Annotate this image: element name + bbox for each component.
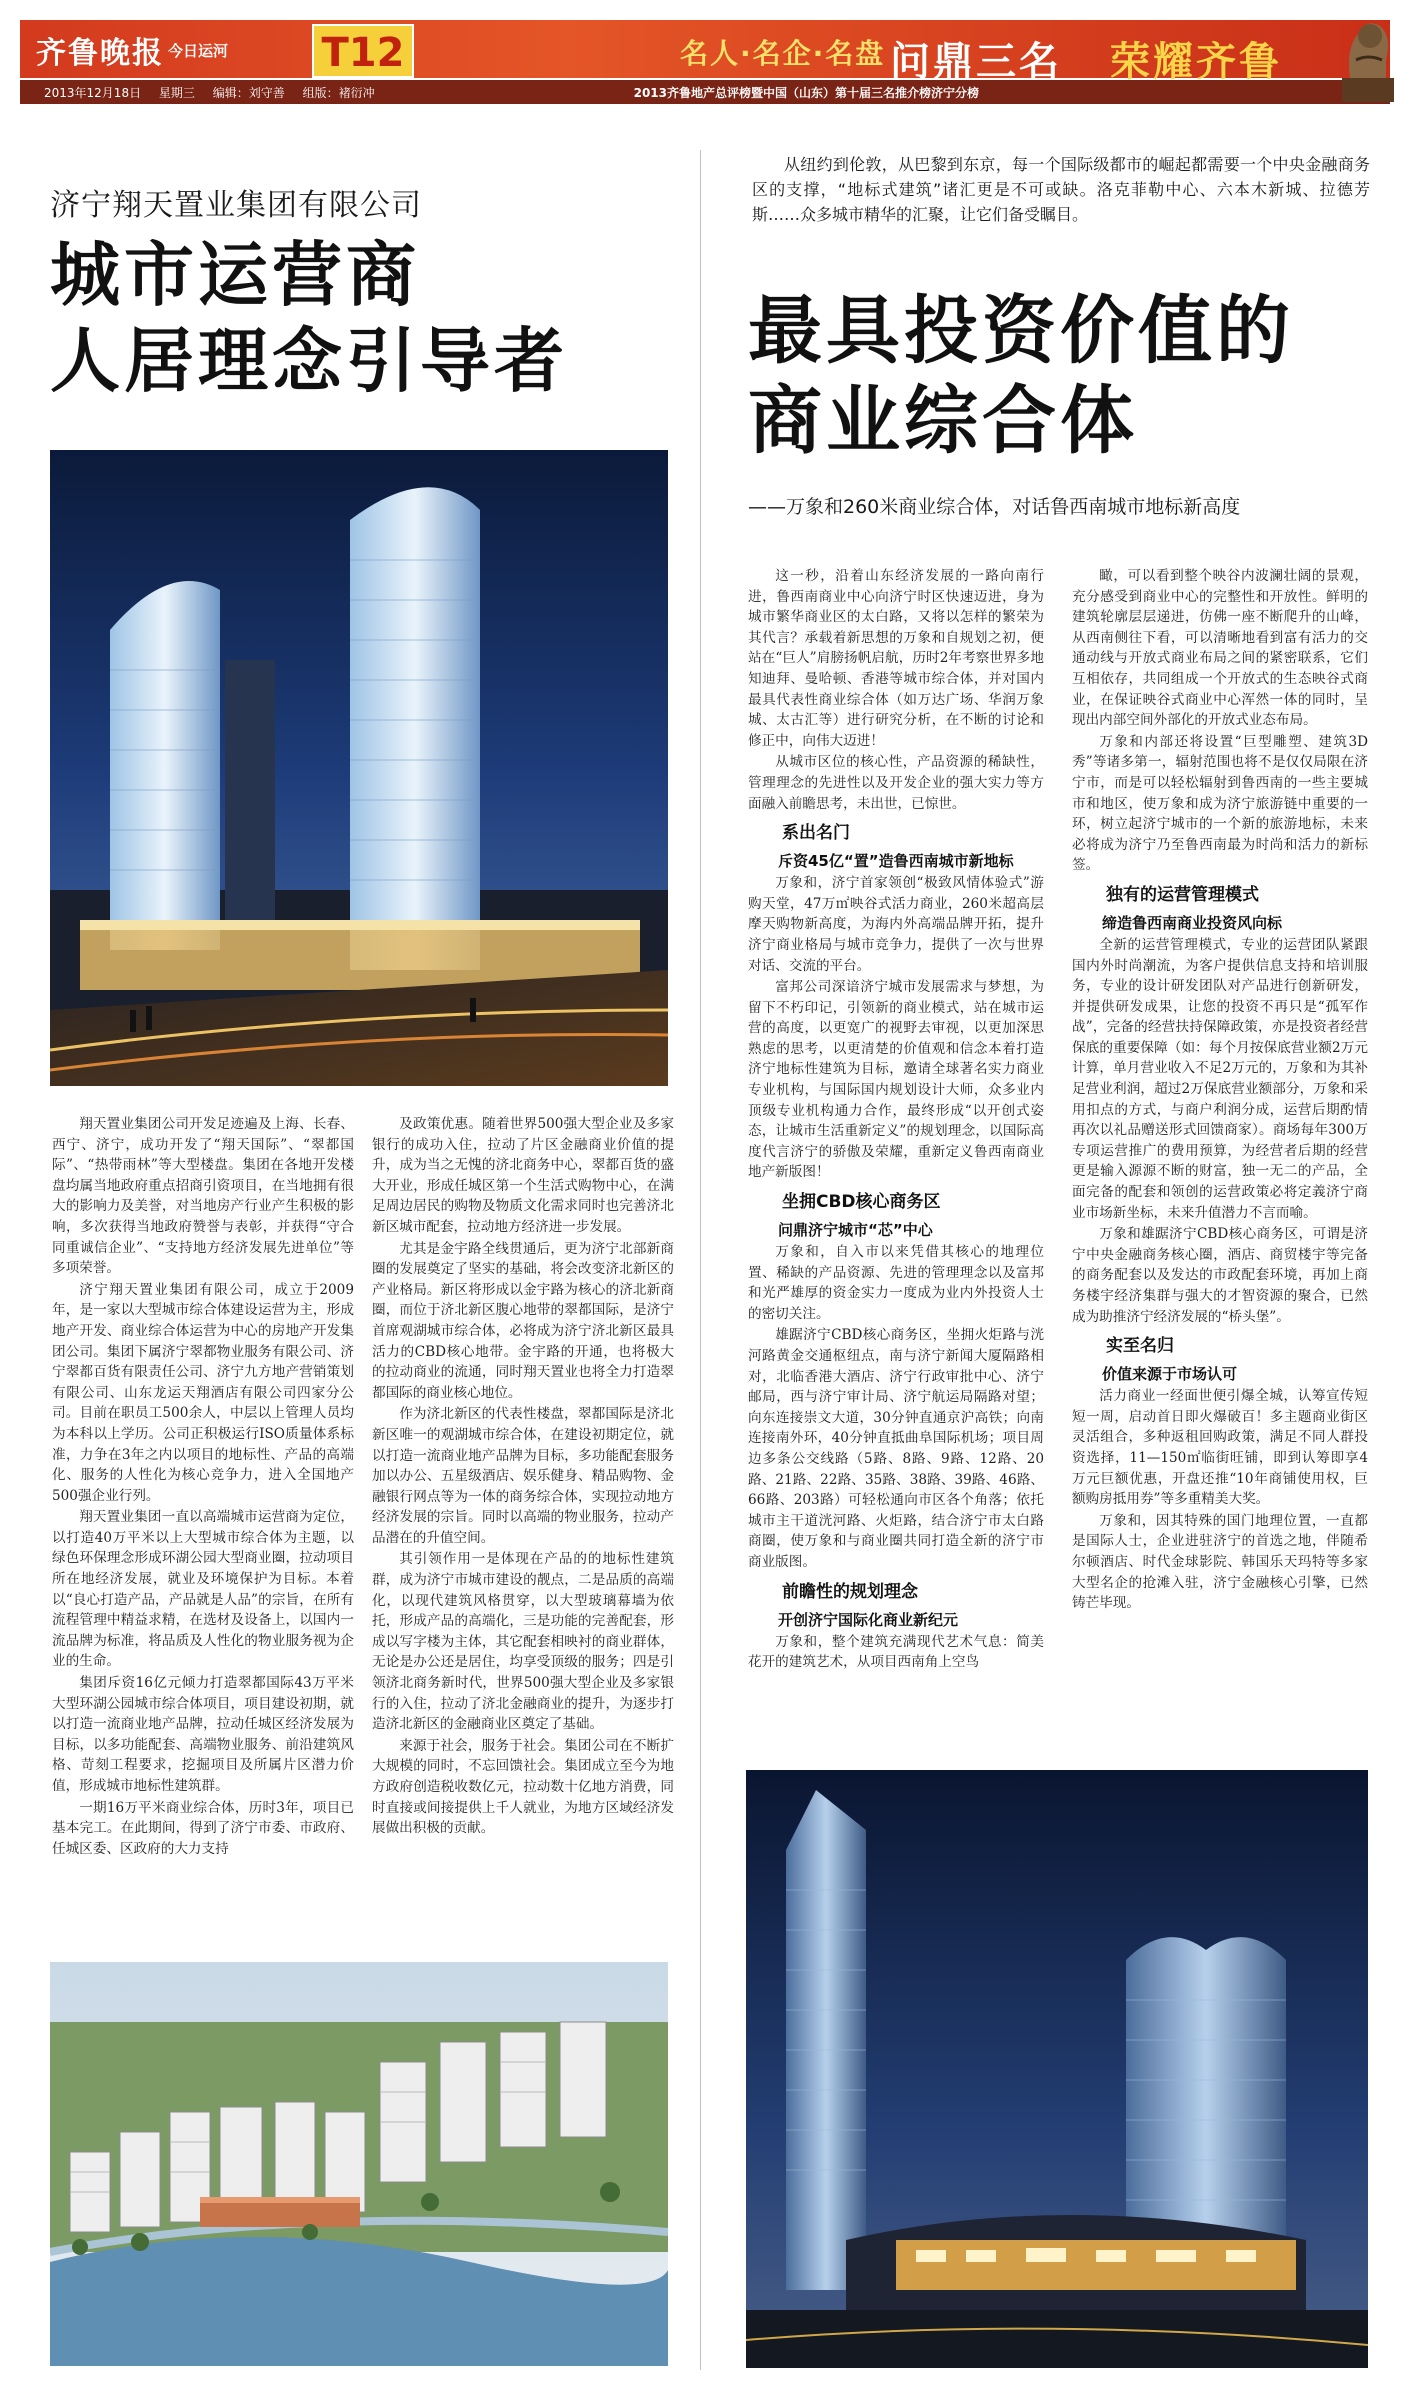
column-divider xyxy=(700,150,701,2370)
paragraph: 全新的运营管理模式，专业的运营团队紧跟国内外时尚潮流，为客户提供信息支持和培训服务，专业的设计研发团队对产品进行创新研发，并提供研发成果，让您的投资不再只是“孤军作战”，完备的经营扶持保障政策，亦是投资者经营保底的重要保障（如：每个月按保底营业额2万元计算，单月营业收入不足2万元的，万象和为其补足营业利润，超过2万保底营业额部分，万象和采用扣点的方式，与商户利润分成，运营后期酌情再次以礼品赠送形式回馈商家）。商场每年300万专项运营推广的费用预算，为经营者后期的经营更是输入源源不断的财富，独一无二的产品，全面完备的配套和领创的运营政策必将定義济宁商业市场新坐标，未来升值潜力不言而喻。 xyxy=(1072,936,1368,1221)
lion-statue-icon xyxy=(1336,8,1400,104)
paragraph: 万象和雄踞济宁CBD核心商务区，可谓是济宁中央金融商务核心圈，酒店、商贸楼宇等完备的商务配套以及发达的市政配套环境，再加上商务楼宇经济集群与强大的才智资源的聚合，已然成为助推济宁经济发展的“桥头堡”。 xyxy=(1072,1226,1368,1325)
section-heading: 坐拥CBD核心商务区 xyxy=(782,1192,941,1213)
issue-weekday: 星期三 xyxy=(158,86,195,100)
left-article-column-1 xyxy=(52,1114,354,1952)
page-number-badge: T12 xyxy=(312,24,414,78)
paragraph: 翔天置业集团公司开发足迹遍及上海、长春、西宁、济宁，成功开发了“翔天国际”、“翠都国际”、“热带雨林”等大型楼盘。集团在各地开发楼盘均属当地政府重点招商引资项目，在当地拥有很大的影响力及美誉，对当地房产行业产生积极的影响，多次获得当地政府赞誉与表彰，并获得“守合同重诚信企业”、“支持地方经济发展先进单位”等多项荣誉。 xyxy=(52,1116,354,1277)
paragraph: 作为济北新区的代表性楼盘，翠都国际是济北新区唯一的观湖城市综合体，在建设初期定位，就以打造一流商业地产品牌为目标，多功能配套服务加以办公、五星级酒店、娱乐健身、精品购物、金融银行网点等为一体的商务综合体，实现拉动地方经济发展的宗旨。同时以高端的物业服务，拉动产品潜在的升值空间。 xyxy=(372,1406,674,1546)
section-heading: 系出名门 xyxy=(782,823,850,844)
right-headline xyxy=(748,286,1368,466)
left-headline-line1: 城市运营商 xyxy=(50,234,420,316)
right-article-intro: 从纽约到伦敦，从巴黎到东京，每一个国际级都市的崛起都需要一个中央金融商务区的支撑，“地标式建筑”诸汇更是不可或缺。洛克菲勒中心、六本木新城、拉德芳斯……众多城市精华的汇聚，让它们备受瞩目。 xyxy=(752,155,1370,224)
section-subheading: 缔造鲁西南商业投资风向标 xyxy=(1102,913,1283,932)
paragraph: 济宁翔天置业集团有限公司，成立于2009年，是一家以大型城市综合体建设运营为主，形成地产开发、商业综合体运营为中心的房地产开发集团公司。集团下属济宁翠都物业服务有限公司、济宁翠都百货有限责任公司、济宁九方地产营销策划有限公司、山东龙运天翔酒店有限公司四家分公司。目前在职员工500余人，中层以上管理人员均为本科以上学历。公司正积极运行ISO质量体系标准，力争在3年之内以项目的地标性、产品的高端化、服务的人性化为核心竞争力，进入全国地产500强企业行列。 xyxy=(52,1281,354,1504)
issue-date: 2013年12月18日 xyxy=(44,86,142,100)
left-headline xyxy=(50,232,680,404)
banner-title-right: 荣耀齐鲁 xyxy=(1110,39,1282,85)
right-article-column-2 xyxy=(1072,566,1368,1760)
section-subheading: 斥资45亿“置”造鲁西南城市新地标 xyxy=(778,852,1014,871)
paragraph: 从城市区位的核心性，产品资源的稀缺性，管理理念的先进性以及开发企业的强大实力等方面融入前瞻思考，未出世，已惊世。 xyxy=(748,754,1044,812)
issue-info xyxy=(44,84,389,101)
paragraph: 一期16万平米商业综合体，历时3年，项目已基本完工。在此期间，得到了济宁市委、市政府、任城区委、区政府的大力支持 xyxy=(52,1799,354,1857)
section-heading: 实至名归 xyxy=(1106,1336,1174,1357)
page-header xyxy=(0,0,1409,118)
layout-credit: 组版：褚衍冲 xyxy=(302,86,375,100)
paragraph: 万象和，济宁首家领创“极致风情体验式”游购天堂，47万㎡映谷式活力商业，260米超高层摩天购物新高度，为海内外高端品牌开拓，提升济宁商业格局与城市竞争力，提供了一次与世界对话、交流的平台。 xyxy=(748,875,1044,974)
event-slogan: 名人·名企·名盘 xyxy=(680,37,886,70)
section-name: 今日运河 xyxy=(168,42,229,60)
left-article-column-2 xyxy=(372,1114,674,1952)
paragraph: 万象和，因其特殊的国门地理位置，一直都是国际人士，企业进驻济宁的首选之地，伴随希尔顿酒店、时代金球影院、韩国乐天玛特等多家大型名企的抢滩入驻，济宁金融核心引擎，已然铸芒毕现。 xyxy=(1072,1512,1368,1612)
section-subheading: 问鼎济宁城市“芯”中心 xyxy=(778,1221,933,1240)
right-headline-line1: 最具投资价值的 xyxy=(748,288,1294,374)
building-illustration xyxy=(50,450,668,1086)
editor-credit: 编辑：刘守善 xyxy=(212,86,285,100)
paragraph: 集团斥资16亿元倾力打造翠都国际43万平米大型环湖公园城市综合体项目，项目建设初期，就以打造一流商业地产品牌，拉动任城区经济发展为目标，以多功能配套、高端物业服务、前沿建筑风格、苛刻工程要求，挖掘项目及所属片区潜力价值，形成城市地标性建筑群。 xyxy=(52,1675,354,1794)
company-name-kicker: 济宁翔天置业集团有限公司 xyxy=(50,188,422,223)
section-heading: 独有的运营管理模式 xyxy=(1106,884,1259,905)
newspaper-logo: 齐鲁晚报 xyxy=(36,36,164,71)
event-subtitle: 2013齐鲁地产总评榜暨中国（山东）第十届三名推介榜济宁分榜 xyxy=(633,86,979,100)
paragraph: 翔天置业集团一直以高端城市运营商为定位，以打造40万平米以上大型城市综合体为主题，以绿色环保理念形成环湖公园大型商业圈，拉动项目所在地经济发展，就业及环境保护为目标。本着以“良心打造产品，产品就是人品”的宗旨，在所有流程管理中精益求精，在选材及设备上，以国内一流品牌为标准，将品质及人性化的物业服务视为企业的生命。 xyxy=(52,1509,354,1670)
paragraph: 来源于社会，服务于社会。集团公司在不断扩大规模的同时，不忘回馈社会。集团成立至今为地方政府创造税收数亿元，拉动数十亿地方消费，同时直接或间接提供上千人就业，为地方区域经济发展做出积极的贡献。 xyxy=(372,1737,674,1837)
right-article-column-1 xyxy=(748,566,1044,1760)
paragraph: 瞰，可以看到整个映谷内波澜壮阔的景观，充分感受到商业中心的完整性和开放性。鲜明的建筑轮廓层层递进，仿佛一座不断爬升的山峰，从西南侧往下看，可以清晰地看到富有活力的交通动线与开放式商业布局之间的紧密联系，它们互相依存，共同组成一个开放式的生态映谷式商业，在保证映谷式商业中心浑然一体的同时，呈现出内部空间外部化的开放式业态布局。 xyxy=(1072,568,1368,729)
commercial-complex-night-photo xyxy=(746,1770,1368,2368)
twin-tower-rendering-photo xyxy=(50,450,668,1086)
paragraph: 万象和，整个建筑充满现代艺术气息：简美花开的建筑艺术，从项目西南角上空鸟 xyxy=(748,1633,1044,1671)
right-article-deck: ——万象和260米商业综合体，对话鲁西南城市地标新高度 xyxy=(748,496,1241,518)
paragraph: 其引领作用一是体现在产品的的地标性建筑群，成为济宁市城市建设的靓点，二是品质的高端化，以现代建筑风格贯穿，以大型玻璃幕墙为依托，形成产品的高端化，三是功能的完善配套，形成以写字楼为主体，其它配套相映衬的商业群体，无论是办公还是居住，均享受顶级的服务；四是引领济北商务新时代，世界500强大型企业及多家银行的入住，拉动了济北金融商业的提升，为逐步打造济北新区的金融商业区奠定了基础。 xyxy=(372,1551,674,1733)
banner-title-left: 问鼎三名 xyxy=(890,39,1062,85)
paragraph: 这一秒，沿着山东经济发展的一路向南行进，鲁西南商业中心向济宁时区快速迈进，身为城市繁华商业区的太白路，又将以怎样的繁荣为其代言？承载着新思想的万象和自规划之初，便站在“巨人”肩膀扬帆启航，历时2年考察世界多地知迪拜、曼哈顿、香港等城市综合体，并对国内最具代表性商业综合体（如万达广场、华润万象城、太古汇等）进行研究分析，在不断的讨论和修正中，向伟大迈进！ xyxy=(748,568,1044,749)
skyscraper-illustration xyxy=(746,1770,1368,2368)
residential-illustration xyxy=(50,1962,668,2366)
paragraph: 尤其是金宇路全线贯通后，更为济宁北部新商圈的发展奠定了坚实的基础，将会改变济北新区的产业格局。新区将形成以金宇路为核心的济北新商圈，而位于济北新区腹心地带的翠都国际，是济宁首席观湖城市综合体，必将成为济宁济北新区最具活力的CBD核心地带。金宇路的开通，也将极大的拉动商业的流通，同时翔天置业也将全力打造翠都国际的商业核心地位。 xyxy=(372,1240,674,1401)
section-heading: 前瞻性的规划理念 xyxy=(782,1581,918,1602)
paragraph: 万象和内部还将设置“巨型雕塑、建筑3D秀”等诸多第一，辐射范围也将不是仅仅局限在济宁市，而是可以轻松辐射到鲁西南的一些主要城市和地区，使万象和成为济宁旅游链中重要的一环，树立起济宁城市的一个新的旅游地标，未来必将成为济宁乃至鲁西南最为时尚和活力的新标签。 xyxy=(1072,733,1368,874)
paragraph: 活力商业一经面世便引爆全城，认筹宣传短短一周，启动首日即火爆破百！多主题商业街区灵活组合，多种返租回购政策，满足不同人群投资选择，11—150㎡临街旺铺，即到认筹即享4万元巨额优惠，开盘还推“10年商铺使用权，巨额购房抵用券”等多重精美大奖。 xyxy=(1072,1388,1368,1508)
right-headline-line2: 商业综合体 xyxy=(748,378,1138,464)
left-headline-line2: 人居理念引导者 xyxy=(50,320,568,402)
paragraph: 雄踞济宁CBD核心商务区，坐拥火炬路与洸河路黄金交通枢纽点，南与济宁新闻大厦隔路相对，北临香港大酒店、济宁行政审批中心、济宁邮局，西与济宁审计局、济宁航运局隔路对望；向东连接崇文大道，30分钟直通京沪高铁；向南连接南外环，40分钟直抵曲阜国际机场；项目周边多条公交线路（5路、8路、9路、12路、20路、21路、22路、35路、38路、39路、46路、66路、203路）可轻松通向市区各个角落；依托城市主干道洸河路、火炬路，结合济宁市太白路商圈，使万象和与商业圈共同打造全新的济宁市商业版图。 xyxy=(748,1327,1044,1570)
paragraph: 及政策优惠。随着世界500强大型企业及多家银行的成功入住，拉动了片区金融商业价值的提升，成为当之无愧的济北商务中心，翠都百货的盛大开业，形成任城区第一个生活式购物中心，在满足周边居民的购物及物质文化需求同时也完善济北新区城市配套，拉动地方经济进一步发展。 xyxy=(372,1116,674,1235)
section-subheading: 价值来源于市场认可 xyxy=(1102,1365,1238,1384)
section-subheading: 开创济宁国际化商业新纪元 xyxy=(778,1610,959,1629)
paragraph: 万象和，自入市以来凭借其核心的地理位置、稀缺的产品资源、先进的管理理念以及富邦和光严雄厚的资金实力一度成为业内外投资人士的密切关注。 xyxy=(748,1244,1044,1322)
paragraph: 富邦公司深谙济宁城市发展需求与梦想，为留下不朽印记，引领新的商业模式，站在城市运营的高度，以更宽广的视野去审视，以更加深思熟虑的思考，以更清楚的价值观和信念本着打造济宁地标性建筑为目标，邀请全球著名实力商业专业机构，与国际国内规划设计大师，众多业内顶级专业机构通力合作，最终形成“以开创式姿态，让城市生活重新定义”的规划理念，以国际高度代言济宁的骄傲及荣耀，重新定义鲁西南商业地产新版图！ xyxy=(748,979,1044,1181)
residential-complex-aerial-photo xyxy=(50,1962,668,2366)
